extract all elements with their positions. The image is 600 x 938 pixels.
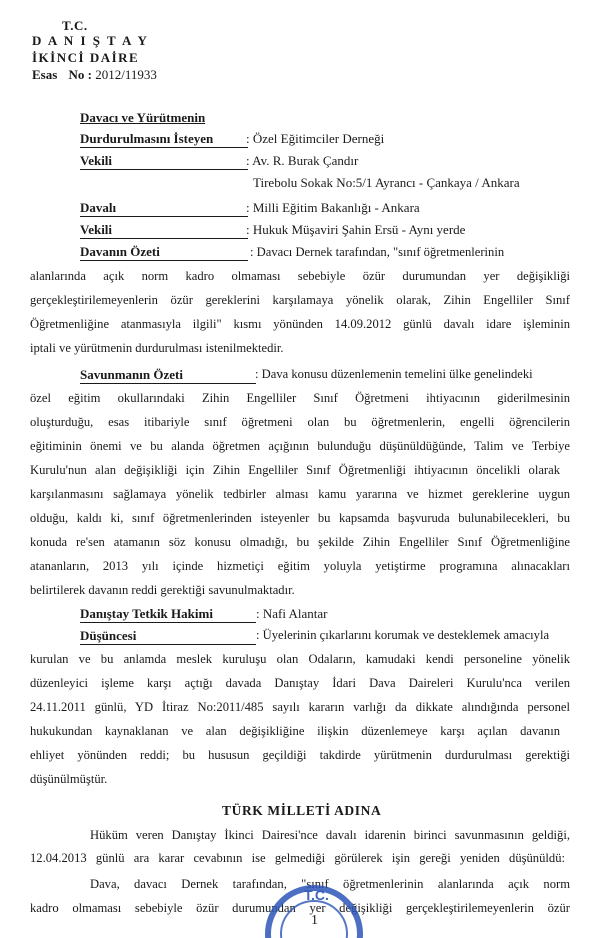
case-summary-line: iptali ve yürütmenin durdurulması istenilmektedir. bbox=[30, 341, 284, 355]
plaintiff-label-2: Durdurulmasını İsteyen bbox=[80, 131, 248, 148]
defense-summary-line: atananların, 2013 yılı içinde hizmetiçi eğitim yoluyla yetiştirme programına alınacakları bbox=[30, 559, 570, 573]
case-no-label: No : bbox=[68, 67, 93, 82]
decision-line: 12.04.2013 günlü ara karar cevabının ise gelmediği görülerek işin gereği yeniden düşünüldü: bbox=[30, 851, 565, 865]
court-seal-stamp bbox=[258, 878, 368, 938]
defense-summary-line: karşılanmasını sağlamaya yönelik tedbirler alması kamu yararına ve hizmet gereklerine uygun bbox=[30, 487, 570, 501]
decision-line: Dava, davacı Dernek tarafından, "sınıf öğretmenlerinin alanlarında açık norm bbox=[90, 877, 570, 891]
defendant-counsel-label: Vekili bbox=[80, 222, 248, 239]
counsel-value: : Av. R. Burak Çandır bbox=[246, 153, 359, 168]
case-summary-line: gerçekleştirilemeyenlerin özür gereklerini karşılamaya yönelik olarak, Zihin Engelliler Sınıf bbox=[30, 293, 570, 307]
page-number: 1 bbox=[311, 913, 318, 928]
header-court: D A N I Ş T A Y bbox=[32, 33, 149, 48]
defense-summary-line: : Dava konusu düzenlemenin temelini ülke genelindeki bbox=[255, 367, 533, 381]
defense-summary-line: Kurulu'nun alan değişikliği için Zihin Engelliler Sınıf Öğretmenliği ihtiyacının öncelikli olarak bbox=[30, 463, 560, 477]
case-summary-line: Öğretmenliğine atanmasıyla ilgili" kısmı yönünden 14.09.2012 günlü davalı idare işleminin bbox=[30, 317, 570, 331]
defendant-counsel-value: : Hukuk Müşaviri Şahin Ersü - Aynı yerde bbox=[246, 222, 466, 237]
defendant-value: : Milli Eğitim Bakanlığı - Ankara bbox=[246, 200, 420, 215]
header-chamber: İKİNCİ DAİRE bbox=[32, 50, 140, 65]
judge-value: : Nafi Alantar bbox=[256, 606, 328, 621]
opinion-line: hukukundan kaynaklanan ve alan değişikliğine ilişkin düzenlemeye karşı açılan davanın bbox=[30, 724, 560, 738]
counsel-address: Tirebolu Sokak No:5/1 Ayrancı - Çankaya / Ankara bbox=[253, 175, 520, 190]
defense-summary-line: eğitiminin önemi ve bu alanda öğretmen açığının bulunduğu düşünüldüğünde, Talim ve Terbiye bbox=[30, 439, 570, 453]
defense-summary-line: konuda re'sen atamanın söz konusu olmadığı, bu şekilde Zihin Engelliler Sınıf Öğretmenliğine bbox=[30, 535, 570, 549]
opinion-line: ehliyet yönünden reddi; bu hususun geçildiği takdirde yürütmenin durdurulması gerektiği bbox=[30, 748, 570, 762]
opinion-line: düzenleyici işleme karşı açtığı davada Danıştay İdari Dava Daireleri Kurulu'nca verilen bbox=[30, 676, 570, 690]
opinion-label: Düşüncesi bbox=[80, 628, 256, 645]
decision-title: TÜRK MİLLETİ ADINA bbox=[222, 803, 382, 818]
opinion-line: 24.11.2011 günlü, YD İtiraz No:2011/485 sayılı kararın varlığı da dikkate alındığında personel bbox=[30, 700, 570, 714]
case-label: Esas bbox=[32, 67, 58, 82]
case-summary-line: : Davacı Dernek tarafından, "sınıf öğretmenlerinin bbox=[250, 245, 505, 259]
header-tc: T.C. bbox=[62, 18, 88, 33]
case-number-line bbox=[32, 67, 157, 83]
opinion-line: kurulan ve bu anlamda meslek kuruluşu olan Odaların, kamudaki kendi personeline yönelik bbox=[30, 652, 570, 666]
defense-summary-label: Savunmanın Özeti bbox=[80, 367, 256, 384]
defendant-label: Davalı bbox=[80, 200, 248, 217]
case-summary-line: alanlarında açık norm kadro olmaması sebebiyle özür durumundan yer değişikliği bbox=[30, 269, 570, 283]
case-number: 2012/11933 bbox=[95, 67, 157, 82]
defense-summary-line: olduğu, kaldı ki, sınıf öğretmenlerinden isteyenler bu kapsamda başvuruda bulunabilecekleri, bu bbox=[30, 511, 570, 525]
defense-summary-line: belirtilerek davanın reddi gerektiği savunulmaktadır. bbox=[30, 583, 295, 597]
plaintiff-value: : Özel Eğitimciler Derneği bbox=[246, 131, 385, 146]
decision-line: kadro olmaması sebebiyle özür durumundan yer değişikliği gerçekleştirilemeyenlerin özür bbox=[30, 901, 570, 915]
stamp-text: T.C. bbox=[304, 887, 329, 903]
case-summary-label: Davanın Özeti bbox=[80, 244, 248, 261]
opinion-line: düşünülmüştür. bbox=[30, 772, 108, 786]
counsel-label: Vekili bbox=[80, 153, 248, 170]
defense-summary-line: özel eğitim okullarındaki Zihin Engelliler Sınıf Öğretmeni ihtiyacının giderilmesinin bbox=[30, 391, 570, 405]
plaintiff-label-1: Davacı ve Yürütmenin bbox=[80, 110, 206, 125]
defense-summary-line: oluşturduğu, esas itibariyle sınıf öğretmeni olan bu öğretmenlerin, engelli öğrencilerin bbox=[30, 415, 570, 429]
opinion-line: : Üyelerinin çıkarlarını korumak ve desteklemek amacıyla bbox=[256, 628, 550, 642]
judge-label: Danıştay Tetkik Hakimi bbox=[80, 606, 256, 623]
decision-line: Hüküm veren Danıştay İkinci Dairesi'nce davalı idarenin birinci savunmasının geldiği, bbox=[90, 828, 570, 842]
